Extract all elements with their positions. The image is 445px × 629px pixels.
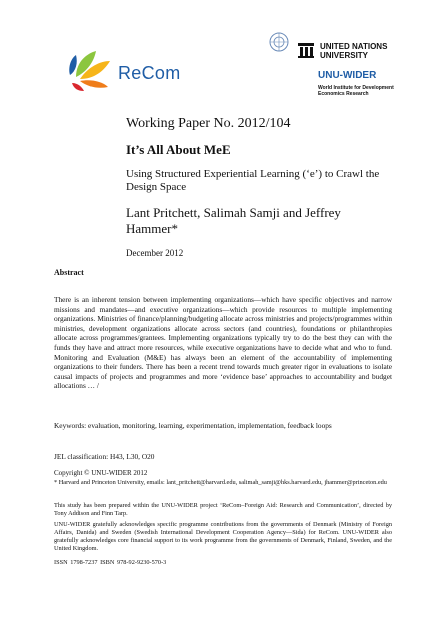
project-note: This study has been prepared within the UNU-WIDER project ‘ReCom–Foreign Aid: Research and Communication’, directed by Tony Addison and Finn Tarp. (54, 502, 392, 517)
paper-subtitle: Using Structured Experiential Learning (‘e’) to Crawl the Design Space (126, 168, 380, 193)
paper-title: It’s All About MeE (126, 142, 231, 157)
copyright: Copyright © UNU-WIDER 2012 (54, 469, 148, 477)
issn-isbn: ISSN 1798-7237 ISBN 978-92-9230-570-3 (54, 559, 167, 566)
unu-wider-subtitle: World Institute for Development Economics Research (318, 85, 394, 97)
unu-wider-logo (268, 30, 418, 110)
abstract-text: There is an inherent tension between implementing organizations—which have specific objectives and narrow missions and mandates—and executive organizations—which provide resources to multiple implementing organizations. Ministries of finance/planning/budgeting allocate across ministries and projects/programmes within ministries, development organizations allocate across sectors (and countries), foundations or philanthropies allocate across programmes/grantees. Implementing organizations typically try to do the best they can with the funds they have and attract more resources, while executive organizations have to decide what and who to fund. Monitoring and Evaluation (M&E) has always been an element of the accountability of implementing organizations to their funders. There has been a recent trend towards much greater rigor in evaluations to isolate causal impacts of projects and programmes and more ‘evidence base’ approaches to accountability and budget allocations … / (54, 295, 392, 391)
working-paper-number: Working Paper No. 2012/104 (126, 116, 291, 131)
recom-logo (54, 45, 184, 97)
abstract-heading: Abstract (54, 268, 84, 277)
unu-name-line1: UNITED NATIONS (320, 42, 388, 51)
paper-date: December 2012 (126, 248, 184, 258)
unu-emblem-icon (296, 40, 316, 60)
unu-name-line2: UNIVERSITY (320, 51, 369, 60)
author-footnote: * Harvard and Princeton University, emails: lant_pritchett@harvard.edu, salimah_samji@hks.harvard.edu, jhammer@princeton.edu (54, 479, 387, 486)
un-emblem-icon (268, 31, 290, 53)
acknowledgement: UNU-WIDER gratefully acknowledges specific programme contributions from the governments of Denmark (Ministry of Foreign Affairs, Danida) and Sweden (Swedish International Development Cooperation Agency—Sida) for ReCom. UNU-WIDER also gratefully acknowledges core financial support to its work programme from the governments of Denmark, Finland, Sweden, and the United Kingdom. (54, 521, 392, 552)
recom-wordmark: ReCom (118, 63, 181, 83)
jel-classification: JEL classification: H43, L30, O20 (54, 452, 155, 461)
keywords: Keywords: evaluation, monitoring, learning, experimentation, implementation, feedback loops (54, 421, 332, 430)
paper-authors: Lant Pritchett, Salimah Samji and Jeffrey Hammer* (126, 205, 341, 236)
recom-leaf-icon (66, 47, 114, 91)
unu-wider-wordmark: UNU-WIDER (318, 70, 377, 81)
